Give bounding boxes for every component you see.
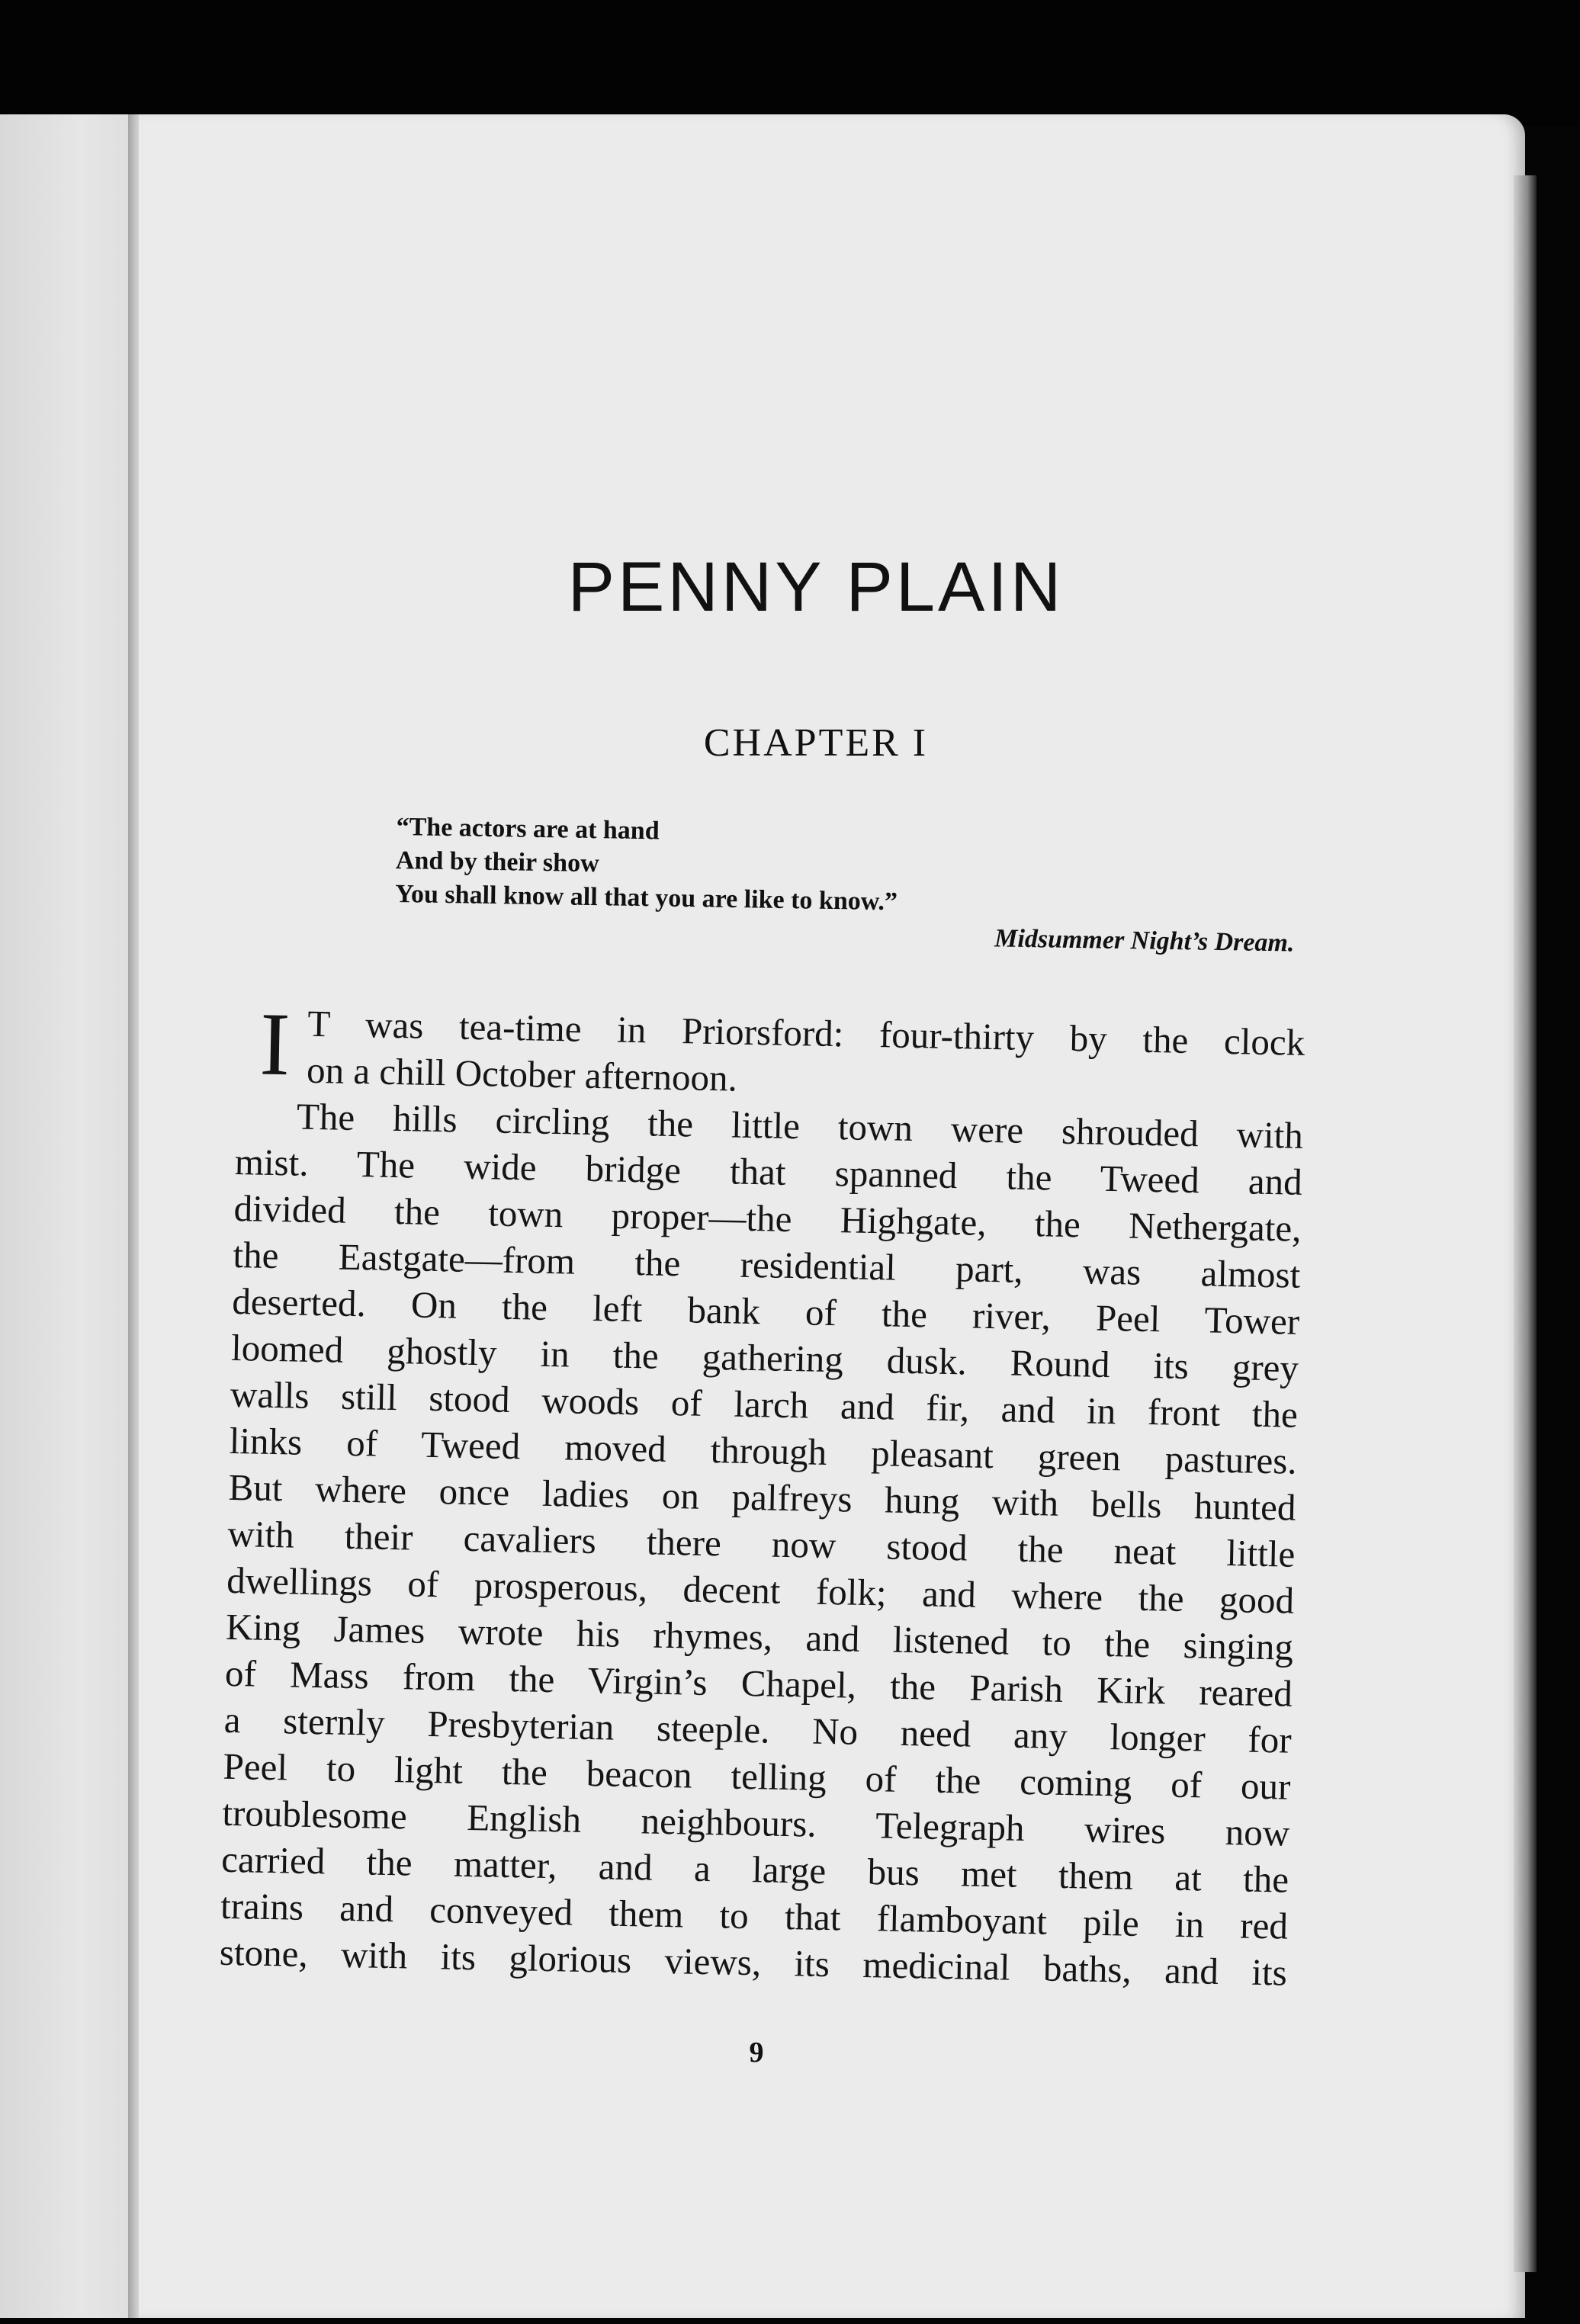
facing-page-edge: [0, 114, 133, 2318]
text-line: The hills circling the little town were shrouded with: [296, 1095, 1304, 1157]
text-line: on a chill October afternoon.: [306, 1048, 738, 1099]
text-line: King James wrote his rhymes, and listened to the singing: [225, 1605, 1294, 1668]
text-line: T was tea-time in Priorsford: four-thirty by the clock: [307, 1002, 1305, 1064]
text-line: dwellings of prosperous, decent folk; and where the good: [226, 1558, 1295, 1622]
page-edge-shadow: [1514, 175, 1537, 2272]
text-line: deserted. On the left bank of the river, Peel Tower: [231, 1279, 1300, 1343]
text-line: links of Tweed moved through pleasant green pastures.: [229, 1419, 1298, 1482]
epigraph-attribution: Midsummer Night’s Dream.: [994, 924, 1295, 958]
epigraph: [394, 811, 1296, 961]
text-line: trains and conveyed them to that flamboyant pile in red: [220, 1884, 1289, 1947]
epigraph-line: “The actors are at hand: [396, 812, 660, 846]
text-line: walls still stood woods of larch and fir, and in front the: [230, 1372, 1299, 1436]
text-line: mist. The wide bridge that spanned the Tweed and: [234, 1140, 1303, 1203]
chapter-heading: CHAPTER I: [703, 721, 929, 765]
text-line: the Eastgate—from the residential part, was almost: [233, 1233, 1301, 1296]
second-paragraph: [219, 1092, 1303, 1996]
text-line: with their cavaliers there now stood the neat little: [227, 1512, 1296, 1575]
text-line: of Mass from the Virgin’s Chapel, the Parish Kirk reared: [224, 1652, 1293, 1715]
page-number: 9: [749, 2037, 764, 2069]
text-line: stone, with its glorious views, its medicinal baths, and its: [219, 1931, 1288, 1994]
chapter-body: [219, 993, 1305, 1996]
text-line: a sternly Presbyterian steeple. No need any longer for: [223, 1698, 1293, 1761]
scan-background-top: [0, 0, 1580, 126]
text-line: loomed ghostly in the gathering dusk. Round its grey: [230, 1326, 1299, 1389]
text-line: divided the town proper—the Highgate, the Nethergate,: [233, 1186, 1302, 1250]
epigraph-line: And by their show: [395, 846, 599, 878]
text-line: carried the matter, and a large bus met them at the: [220, 1838, 1289, 1901]
book-gutter: [128, 114, 139, 2318]
text-line: Peel to light the beacon telling of the coming of our: [223, 1745, 1291, 1808]
text-line: But where once ladies on palfreys hung with bells hunted: [228, 1465, 1296, 1529]
epigraph-line: You shall know all that you are like to know.”: [394, 879, 898, 916]
book-title: PENNY PLAIN: [567, 548, 1065, 626]
text-line: troublesome English neighbours. Telegraph wires now: [221, 1791, 1290, 1854]
drop-cap: I: [259, 993, 291, 1095]
